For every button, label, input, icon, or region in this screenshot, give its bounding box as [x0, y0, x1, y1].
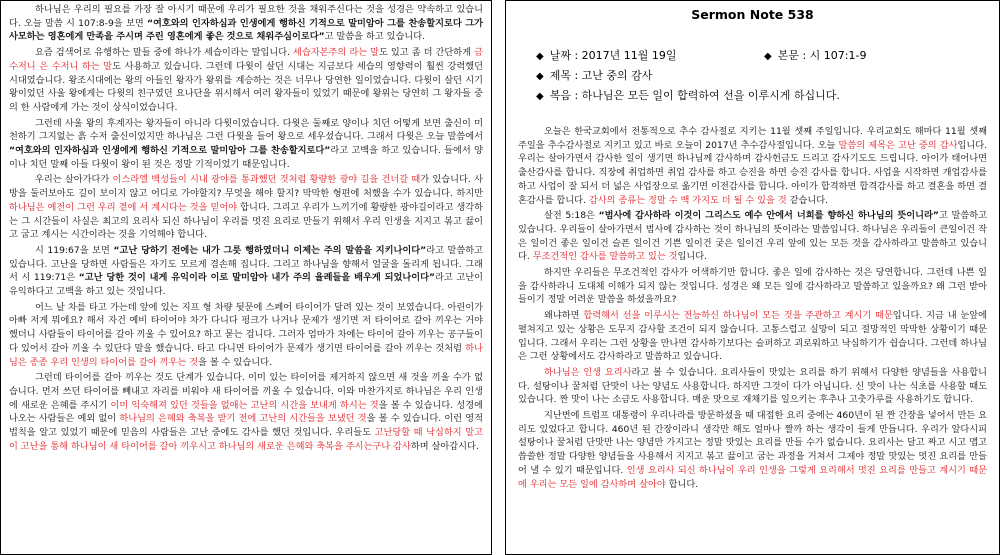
- body-text: 입니다. 우리는 살아가면서 감사한 일이 생기면 하나님께 감사하며 감사헌금도 드리고 감사기도도 드립니다. 아이가 태어나면 출산감사를 합니다. 직장에 취업하면 취업 감사를 하고 승진을 하면 승진 감사를 합니다. 사업을 시작하면 개업감사를 하고 사업이 잘 되서 더 넓은 사업장으로 옮기면 이전감사를 합니다. 아이가 합격하면 합격감사를 하고 결혼을 하면 결혼감사를 합니다.: [518, 139, 987, 206]
- highlighted-text: 고난당할 때 낙심하지 말고 이 고난을 통해 하나님이 새 타이어를 갈아 끼우시고 하나님의 새로운 은혜와 축복을 주시는구나 감사: [9, 427, 483, 452]
- highlighted-text: 세습자본주의 라는 말: [293, 47, 379, 59]
- sermon-title-label: 제목 : 고난 중의 감사: [549, 69, 653, 82]
- left-paragraph: [9, 371, 483, 453]
- right-body-text: [518, 125, 987, 493]
- body-text: 고 말씀을 하고 있습니다.: [324, 31, 426, 43]
- highlighted-text: 금 수저니 은 수저니 하는 말: [9, 47, 483, 72]
- body-text: 왜냐하면: [544, 310, 584, 322]
- highlighted-text: 하나님은 종종 우리 인생의 타이어를 갈아 끼우는 것: [9, 342, 483, 368]
- body-text: 그런데 타이어를 갈아 끼우는 것도 단계가 있습니다. 이미 있는 타이어를 제거하지 않으면 새 것을 끼울 수가 없습니다. 먼저 쓰던 타이어를 빼내고 자리를 비워야 새 타이어를 끼울 수 있습니다. 이와 마찬가지로 하나님은 우리 인생에 새로운 은혜를 주시기: [9, 372, 483, 411]
- body-text: 하나님은 우리의 필요를 가장 잘 아시기 때문에 우리가 필요한 것을 채워주신다는 것을 성경은 약속하고 있습니다. 오늘 말씀 시 107:8-9을 보면: [9, 4, 483, 29]
- left-paragraph: [9, 117, 483, 172]
- body-text: 입니다. 지금 내 눈앞에 펼쳐지고 있는 상황은 도무지 감사할 조건이 되지 않습니다. 고통스럽고 실망이 되고 절망적인 막막한 상황이기 때문입니다. 그래서 우리는 그런 상황을 만나면 감사하기보다는 슬퍼하고 괴로워하고 낙심하기가 쉽습니다. 그런데 하나님은 그런 상황에서도 감사하라고 말씀하고 있습니다.: [518, 310, 988, 363]
- date-row: [536, 47, 677, 63]
- body-text: 하지만 우리들은 무조건적인 감사가 어색하기만 합니다. 좋은 일에 감사하는 것은 당연합니다. 그런데 나쁜 일을 감사하라니 도대체 이해가 되지 않는 것입니다. 성경은 왜 모든 일에 감사하라고 말씀하고 있을까요? 왜 그런 받아들이기 정말 어려운 말씀을 하셨을까요?: [518, 267, 987, 306]
- scripture-quote: “범사에 감사하라 이것이 그리스도 예수 안에서 너희를 향하신 하나님의 뜻이니라”: [598, 210, 939, 222]
- highlighted-text: 인생 요리사 되신 하나님이 우리 인생을 그렇게 요리해서 멋진 요리를 만들고 계시기 때문에 우리는 모든 일에 감사하며 살아야: [518, 464, 987, 490]
- body-text: 가 있습니다. 사방을 둘러보아도 길이 보이지 않고 어디로 가야할지? 무엇을 해야 할지? 막막한 형편에 처했을 수가 있습니다. 하지만: [9, 174, 483, 200]
- left-sermon-page: [0, 0, 492, 555]
- right-paragraph: [518, 125, 987, 207]
- sermon-title-row: [536, 67, 652, 83]
- right-sermon-page: [505, 0, 1000, 555]
- body-text: 시 119:67을 보면: [35, 244, 114, 256]
- body-text: 을 볼 수 있습니다. 이런 영적 법칙을 알고 있었기 때문에 믿음의 사람들은 고난 중에도 감사를 했던 것입니다. 우리들도: [9, 413, 484, 439]
- body-text: 오늘은 한국교회에서 전통적으로 추수 감사절로 지키는 11월 셋째 주일입니다. 우리교회도 해마다 11월 셋째 주일을 추수감사절로 지키고 있고 바로 오늘이 2017년 추수감사절입니다. 오늘: [518, 126, 987, 151]
- body-text: 지난번에 트럼프 대통령이 우리나라를 방문하셨을 때 대접한 요리 중에는 460년이 된 짠 간장을 넣어서 만든 요리도 있었다고 합니다. 460년 된 간장이라니 생각만 해도 얼마나 짤까 하는 생각이 들게 만듭니다. 우리가 알다시피 설탕이나 꿀처럼 단맛만 나는 양념만 가지고는 정말 맛있는 요리를 만들 수가 없습니다. 요리사는 달고 짜고 시고 맵고 씁쓸한 정말 다양한 양념들을 사용해서 지지고 볶고 끓이고 굽는 과정을 거쳐서 그제야 정말 맛있는 멋진 요리를 만들어 낼 수 있기 때문입니다.: [518, 410, 987, 476]
- highlighted-text: 하나님은 예전이 그런 우리 곁에 서 계시다는 것을 믿어야: [9, 201, 238, 213]
- left-paragraph: [9, 244, 483, 299]
- left-paragraph: [9, 3, 483, 44]
- diamond-bullet-icon: ◆: [536, 71, 544, 82]
- left-body-text: [9, 3, 483, 456]
- body-text: 라고 고난이 유익하다고 고백을 하고 있는 것입니다.: [9, 272, 483, 298]
- body-text: 같습니다.: [786, 194, 829, 206]
- date-label: 날짜 : 2017년 11월 19일: [549, 49, 677, 62]
- body-text: 합니다.: [665, 478, 699, 490]
- body-text: 살전 5:18은: [544, 210, 599, 222]
- scripture-quote: “여호와의 인자하심과 인생에게 행하신 기적으로 말미암아 그를 찬송할지로다 그가 사모하는 영혼에게 만족을 주시며 주린 영혼에게 좋은 것으로 채워주심이로다”: [9, 17, 483, 43]
- scripture-quote: “고난 당하기 전에는 내가 그릇 행하였더니 이제는 주의 말씀을 지키나이다”: [113, 244, 427, 256]
- body-text: 라고 고백을 하고 있습니다. 들에서 양이나 치던 말째 아들 다윗이 왕이 된 것은 정말 기적이었기 때문입니다.: [9, 145, 483, 170]
- highlighted-text: 이미 익숙해져 있던 것들을 없애는 고난의 시간을 보내게 하시는 것: [110, 399, 379, 411]
- sermon-note-title: Sermon Note 538: [691, 7, 814, 22]
- body-text: 을 볼 수 있습니다. 성경에 나오는 사람들은 예외 없이: [9, 399, 484, 425]
- highlighted-text: 이스라엘 백성들이 시내 광야를 통과했던 것처럼 황량한 광야 길을 건너갈 때: [112, 174, 421, 186]
- left-paragraph: [9, 46, 483, 115]
- body-text: 그런데 사울 왕의 후계자는 왕자들이 아니라 다윗이었습니다. 다윗은 둘째로 양이나 치던 어떻게 보면 출신이 미천하기 그지없는 흙 수저 출신이었지만 하나님은 그런 다윗을 들어 왕으로 세우셨습니다. 그래서 다윗은 오늘 말씀에서: [9, 117, 483, 143]
- body-text: 라고 볼 수 있습니다. 요리사들이 맛있는 요리를 하기 위해서 다양한 양념들을 사용합니다. 설탕이나 꿀처럼 단맛이 나는 양념도 사용합니다. 하지만 그것이 다가 아닙니다. 신 맛이 나는 식초를 사용할 때도 있습니다. 짠 맛이 나는 소금도 사용합니다. 매운 맛으로 재채기를 일으키는 후추나 고춧가루를 사용하기도 합니다.: [518, 366, 987, 406]
- body-text: 하며 살아갑시다.: [410, 440, 479, 452]
- right-paragraph: [518, 266, 987, 307]
- scripture-quote: “고난 당한 것이 내게 유익이라 이로 말미암아 내가 주의 율례들을 배우게 되었나이다”: [78, 272, 436, 284]
- diamond-bullet-icon: ◆: [536, 91, 544, 102]
- body-text: 우리는 살아가다가: [35, 174, 113, 186]
- highlighted-text: 무조건적인 감사를 말씀하고 있는 것: [532, 251, 678, 263]
- right-paragraph: [518, 409, 987, 491]
- scripture-row: [764, 47, 866, 63]
- body-text: 라고 말씀하고 있습니다. 고난을 당하면 사람들은 자기도 모르게 겸손해 집니다. 그리고 하나님을 향해서 얼굴을 돌리게 됩니다. 그래서 시 119:71은: [9, 244, 483, 284]
- body-text: 도 사용하고 있습니다. 그런데 다윗이 살던 시대는 지금보다 세습의 영향력이 훨씬 강력했던 시대였습니다. 왕조시대에는 왕의 아들인 왕자가 왕위를 계승하는 것은 너무나 당연한 일이었습니다. 다윗이 살던 시기 왕이었던 사울 왕에게는 다윗의 친구였던 요나단을 위시해서 여러 왕자들이 있었기 때문에 왕위는 당연히 그 왕자들 중의 한 사람에게 가는 것이 상식이었습니다.: [9, 60, 483, 113]
- highlighted-text: 말씀의 제목은 고난 중의 감사: [838, 139, 958, 151]
- diamond-bullet-icon: ◆: [536, 51, 544, 62]
- gospel-label: 복음 : 하나님은 모든 일이 합력하여 선을 이루시게 하십니다.: [549, 89, 840, 102]
- left-paragraph: [9, 173, 483, 242]
- gospel-row: [536, 87, 840, 103]
- body-text: 어느 날 차를 타고 가는데 앞에 있는 지프 형 차량 뒷문에 스페어 타이어가 달려 있는 것이 보였습니다. 아린이가 아빠 저게 뭐에요? 해서 자건 예비 타이어야 차가 다니다 펑크가 나거나 문제가 생기면 저 타이어로 갈아 끼우는 거야 했더니 사람들이 타이어를 갈아 끼울 수 있어요? 하고 묻는 겁니다. 그러자 엄마가 차에는 타이어 갈아 끼우는 공구들이 다 있어서 갈아 끼울 수 있단다 말을 했습니다. 타고 다니면 타이어가 문제가 생기면 타이어를 갈아 끼우는 것처럼: [9, 301, 483, 354]
- highlighted-text: 하나님은 인생 요리사: [544, 366, 632, 378]
- diamond-bullet-icon: ◆: [764, 51, 772, 62]
- body-text: 요즘 검색어로 유행하는 말들 중에 하나가 세습이라는 말입니다.: [35, 47, 294, 59]
- body-text: 입니다.: [677, 251, 708, 263]
- left-paragraph: [9, 301, 483, 370]
- scripture-quote: “여호와의 인자하심과 인생에게 행하신 기적으로 말미암아 그를 찬송할지로다”: [9, 145, 331, 157]
- right-paragraph: [518, 209, 987, 264]
- highlighted-text: 하나님의 은혜와 축복을 받기 전에 고난의 시간들을 보냈던 것: [119, 413, 367, 425]
- right-paragraph: [518, 309, 987, 364]
- body-text: 합니다. 그리고 우리가 느끼기에 황량한 광야길이라고 생각하는 그 시간들이 사실은 최고의 요리사 되신 하나님이 우리를 멋진 요리로 만들기 위해서 우리 인생을 지지고 볶고 끓이고 굽고 계시는 시간이라는 것을 기억해야 합니다.: [9, 201, 483, 241]
- scripture-label: 본문 : 시 107:1-9: [777, 49, 867, 62]
- highlighted-text: 합력해서 선을 이루시는 전능하신 하나님이 모든 것을 주관하고 계시기 때문: [583, 310, 893, 322]
- body-text: 을 볼 수 있습니다.: [198, 356, 272, 368]
- highlighted-text: 감사의 종류는 정말 수 백 가지도 더 될 수 있을 것: [588, 194, 787, 206]
- body-text: 고 말씀하고 있습니다. 우리들이 살아가면서 범사에 감사하는 것이 하나님의 뜻이라는 말씀입니다. 하나님은 우리들이 큰일이건 작은 일이건 좋은 일이건 슬픈 일이건 기쁜 일이건 궂은 일이건 우리 앞에 있는 모든 것을 감사하라고 말씀하고 있습니다.: [518, 210, 987, 263]
- right-paragraph: [518, 366, 987, 407]
- body-text: 도 있고 좀 더 간단하게: [379, 47, 475, 59]
